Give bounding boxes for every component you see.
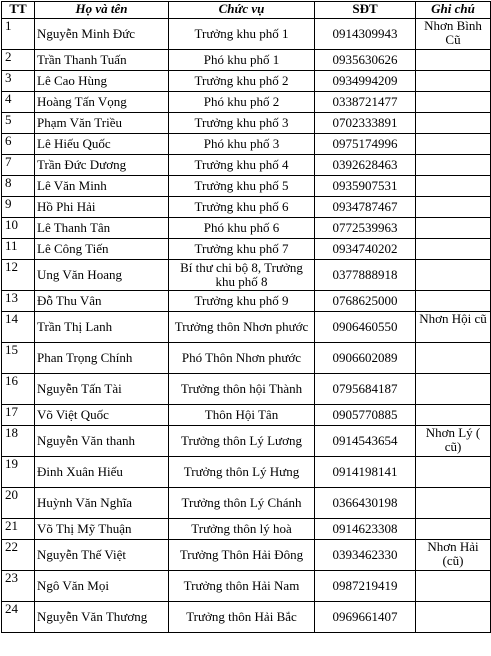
cell-name: Lê Thanh Tân — [35, 218, 169, 239]
cell-name: Nguyễn Minh Đức — [35, 19, 169, 50]
table-row — [2, 71, 491, 92]
table-row — [2, 426, 491, 457]
cell-role: Trưởng thôn Lý Chánh — [169, 488, 315, 519]
cell-name: Hồ Phi Hải — [35, 197, 169, 218]
cell-phone: 0914198141 — [315, 457, 416, 488]
header-name: Họ và tên — [35, 2, 169, 19]
cell-role: Phó khu phố 6 — [169, 218, 315, 239]
cell-note — [416, 113, 491, 134]
cell-note — [416, 291, 491, 312]
cell-note — [416, 176, 491, 197]
cell-tt: 16 — [2, 374, 35, 405]
cell-name: Lê Công Tiến — [35, 239, 169, 260]
cell-tt: 14 — [2, 312, 35, 343]
cell-phone: 0905770885 — [315, 405, 416, 426]
cell-name: Lê Hiếu Quốc — [35, 134, 169, 155]
cell-name: Ung Văn Hoang — [35, 260, 169, 291]
cell-phone: 0906602089 — [315, 343, 416, 374]
cell-name: Võ Việt Quốc — [35, 405, 169, 426]
table-row — [2, 92, 491, 113]
cell-name: Trần Thanh Tuấn — [35, 50, 169, 71]
table-row — [2, 19, 491, 50]
cell-phone: 0934740202 — [315, 239, 416, 260]
header-tt: TT — [2, 2, 35, 19]
cell-role: Trưởng khu phố 7 — [169, 239, 315, 260]
cell-phone: 0768625000 — [315, 291, 416, 312]
table-row — [2, 218, 491, 239]
table-row — [2, 113, 491, 134]
cell-tt: 13 — [2, 291, 35, 312]
contact-table — [1, 1, 491, 633]
cell-phone: 0914623308 — [315, 519, 416, 540]
cell-tt: 17 — [2, 405, 35, 426]
cell-tt: 3 — [2, 71, 35, 92]
cell-name: Nguyễn Tấn Tài — [35, 374, 169, 405]
cell-role: Trưởng thôn hội Thành — [169, 374, 315, 405]
cell-note — [416, 239, 491, 260]
cell-phone: 0338721477 — [315, 92, 416, 113]
cell-role: Trưởng khu phố 2 — [169, 71, 315, 92]
cell-name: Nguyễn Văn Thương — [35, 602, 169, 633]
cell-note: Nhơn Bình Cũ — [416, 19, 491, 50]
table-row — [2, 312, 491, 343]
table-row — [2, 291, 491, 312]
cell-phone: 0975174996 — [315, 134, 416, 155]
cell-name: Hoàng Tấn Vọng — [35, 92, 169, 113]
cell-role: Trưởng khu phố 6 — [169, 197, 315, 218]
cell-role: Trưởng thôn lý hoà — [169, 519, 315, 540]
cell-tt: 24 — [2, 602, 35, 633]
cell-role: Phó khu phố 2 — [169, 92, 315, 113]
table-row — [2, 540, 491, 571]
cell-tt: 4 — [2, 92, 35, 113]
cell-note — [416, 374, 491, 405]
cell-role: Phó Thôn Nhơn phước — [169, 343, 315, 374]
cell-role: Trưởng khu phố 9 — [169, 291, 315, 312]
cell-phone: 0934994209 — [315, 71, 416, 92]
cell-note — [416, 92, 491, 113]
cell-phone: 0934787467 — [315, 197, 416, 218]
table-row — [2, 457, 491, 488]
cell-phone: 0366430198 — [315, 488, 416, 519]
cell-phone: 0935907531 — [315, 176, 416, 197]
cell-name: Nguyễn Văn thanh — [35, 426, 169, 457]
cell-role: Trưởng thôn Hải Nam — [169, 571, 315, 602]
cell-tt: 10 — [2, 218, 35, 239]
table-row — [2, 176, 491, 197]
cell-name: Huỳnh Văn Nghĩa — [35, 488, 169, 519]
cell-tt: 23 — [2, 571, 35, 602]
cell-name: Đỗ Thu Vân — [35, 291, 169, 312]
cell-role: Trưởng khu phố 3 — [169, 113, 315, 134]
cell-note — [416, 218, 491, 239]
cell-role: Phó khu phố 3 — [169, 134, 315, 155]
cell-phone: 0906460550 — [315, 312, 416, 343]
cell-note: Nhơn Lý ( cũ) — [416, 426, 491, 457]
cell-note — [416, 134, 491, 155]
cell-phone: 0987219419 — [315, 571, 416, 602]
cell-note — [416, 343, 491, 374]
cell-note — [416, 155, 491, 176]
cell-tt: 5 — [2, 113, 35, 134]
table-row — [2, 155, 491, 176]
table-row — [2, 50, 491, 71]
table-header — [2, 2, 491, 19]
table-row — [2, 571, 491, 602]
cell-note — [416, 197, 491, 218]
cell-note — [416, 260, 491, 291]
cell-role: Trưởng thôn Lý Lương — [169, 426, 315, 457]
cell-name: Lê Cao Hùng — [35, 71, 169, 92]
cell-name: Trần Thị Lanh — [35, 312, 169, 343]
header-note: Ghi chú — [416, 2, 491, 19]
table-row — [2, 374, 491, 405]
table-row — [2, 405, 491, 426]
cell-tt: 22 — [2, 540, 35, 571]
cell-note — [416, 405, 491, 426]
cell-tt: 11 — [2, 239, 35, 260]
cell-role: Trưởng thôn Lý Hưng — [169, 457, 315, 488]
cell-role: Trưởng khu phố 4 — [169, 155, 315, 176]
cell-phone: 0969661407 — [315, 602, 416, 633]
cell-phone: 0914309943 — [315, 19, 416, 50]
cell-tt: 12 — [2, 260, 35, 291]
cell-phone: 0392628463 — [315, 155, 416, 176]
cell-tt: 20 — [2, 488, 35, 519]
table-row — [2, 239, 491, 260]
cell-role: Phó khu phố 1 — [169, 50, 315, 71]
cell-note — [416, 571, 491, 602]
cell-note — [416, 488, 491, 519]
cell-phone: 0702333891 — [315, 113, 416, 134]
cell-role: Trưởng khu phố 5 — [169, 176, 315, 197]
cell-phone: 0914543654 — [315, 426, 416, 457]
cell-tt: 9 — [2, 197, 35, 218]
table-row — [2, 602, 491, 633]
cell-tt: 21 — [2, 519, 35, 540]
cell-name: Đinh Xuân Hiếu — [35, 457, 169, 488]
cell-role: Trưởng thôn Hải Bắc — [169, 602, 315, 633]
table-row — [2, 197, 491, 218]
cell-name: Trần Đức Dương — [35, 155, 169, 176]
cell-phone: 0772539963 — [315, 218, 416, 239]
cell-phone: 0795684187 — [315, 374, 416, 405]
cell-name: Phạm Văn Triều — [35, 113, 169, 134]
cell-name: Lê Văn Minh — [35, 176, 169, 197]
cell-tt: 7 — [2, 155, 35, 176]
cell-phone: 0377888918 — [315, 260, 416, 291]
cell-tt: 19 — [2, 457, 35, 488]
cell-tt: 6 — [2, 134, 35, 155]
cell-name: Phan Trọng Chính — [35, 343, 169, 374]
table-row — [2, 260, 491, 291]
cell-note — [416, 457, 491, 488]
cell-note: Nhơn Hải (cũ) — [416, 540, 491, 571]
cell-name: Nguyễn Thế Việt — [35, 540, 169, 571]
cell-tt: 2 — [2, 50, 35, 71]
cell-role: Trưởng thôn Nhơn phước — [169, 312, 315, 343]
cell-phone: 0935630626 — [315, 50, 416, 71]
cell-name: Ngô Văn Mọi — [35, 571, 169, 602]
cell-note: Nhơn Hội cũ — [416, 312, 491, 343]
cell-name: Võ Thị Mỹ Thuận — [35, 519, 169, 540]
cell-role: Trưởng khu phố 1 — [169, 19, 315, 50]
table-row — [2, 488, 491, 519]
cell-note — [416, 519, 491, 540]
cell-role: Thôn Hội Tân — [169, 405, 315, 426]
cell-note — [416, 71, 491, 92]
cell-tt: 1 — [2, 19, 35, 50]
cell-role: Trưởng Thôn Hải Đông — [169, 540, 315, 571]
cell-tt: 18 — [2, 426, 35, 457]
cell-role: Bí thư chi bộ 8, Trưởng khu phố 8 — [169, 260, 315, 291]
header-role: Chức vụ — [169, 2, 315, 19]
table-row — [2, 343, 491, 374]
cell-note — [416, 50, 491, 71]
cell-note — [416, 602, 491, 633]
cell-phone: 0393462330 — [315, 540, 416, 571]
table-row — [2, 519, 491, 540]
table-row — [2, 134, 491, 155]
cell-tt: 15 — [2, 343, 35, 374]
cell-tt: 8 — [2, 176, 35, 197]
table-body — [2, 19, 491, 633]
header-phone: SĐT — [315, 2, 416, 19]
